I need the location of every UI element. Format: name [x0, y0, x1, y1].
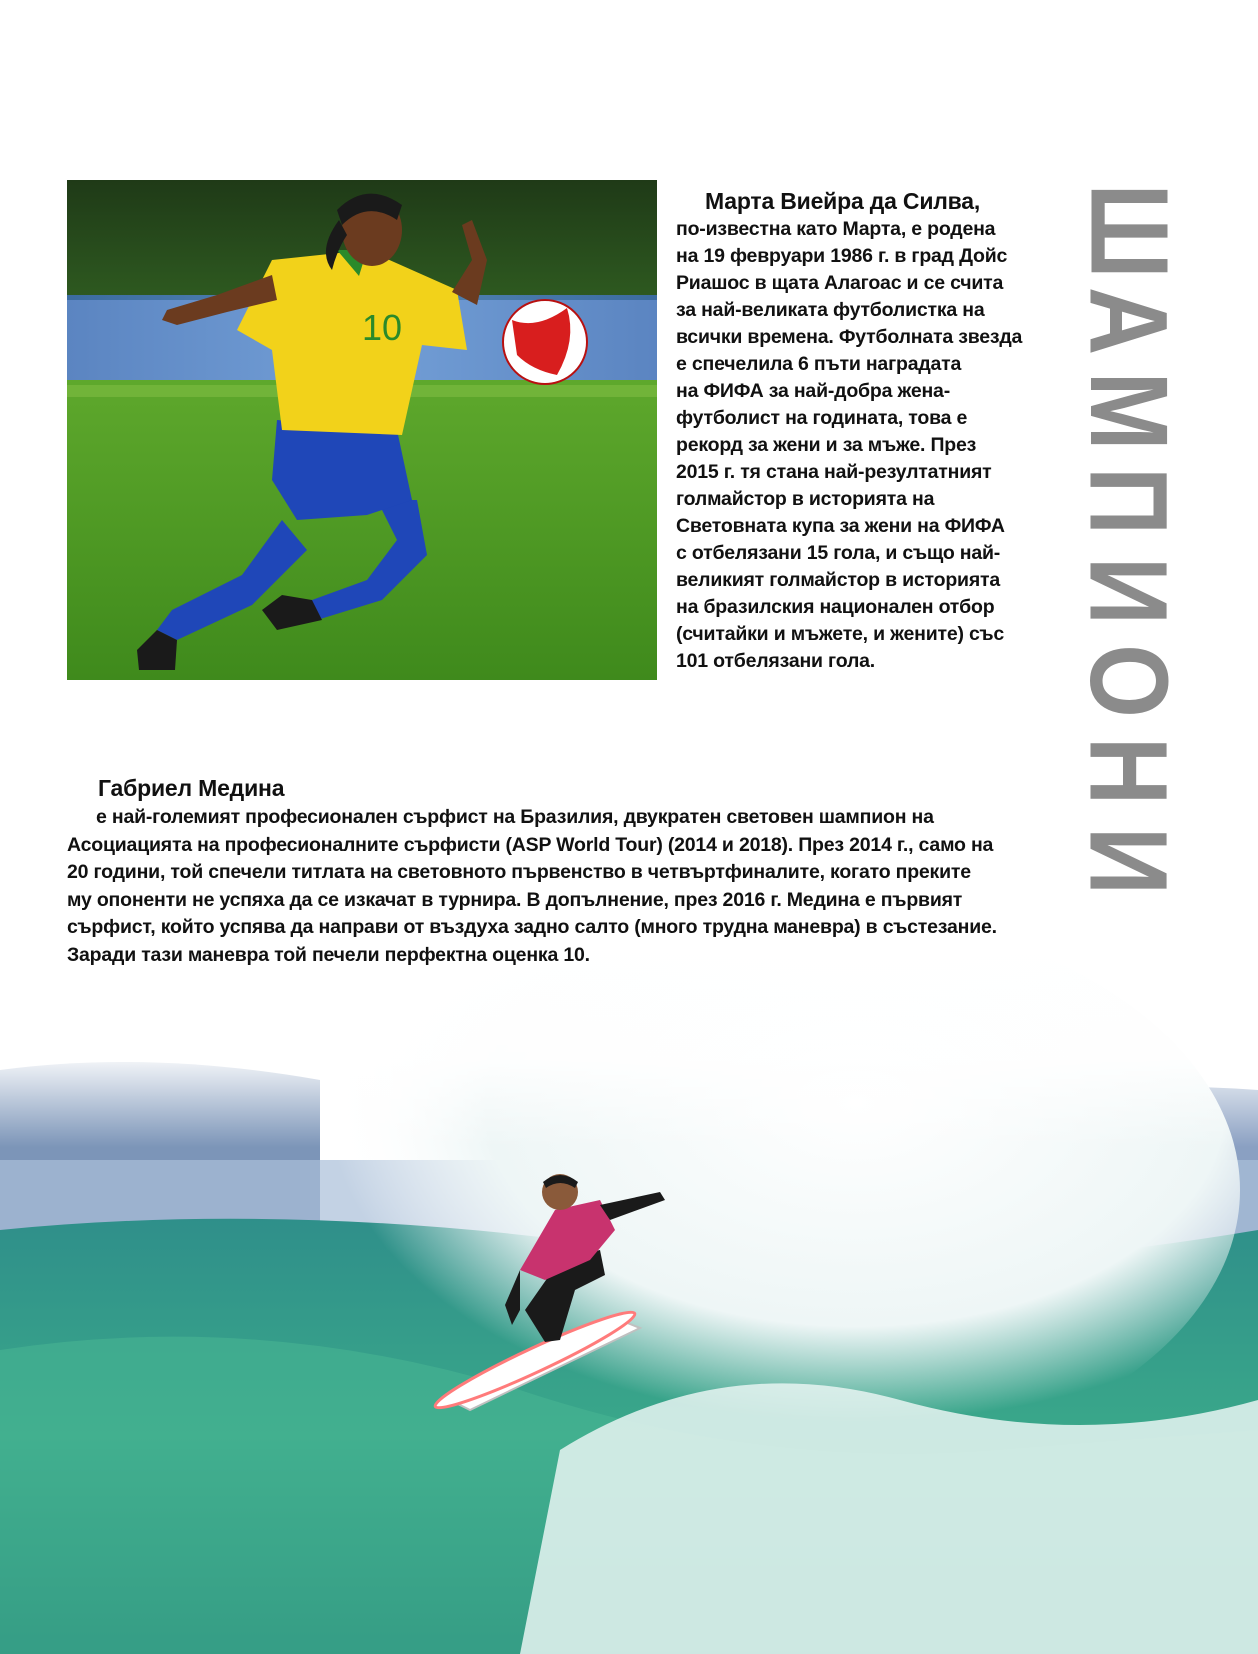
marta-line: рекорд за жени и за мъже. През — [676, 434, 977, 456]
vertical-heading — [1066, 183, 1191, 906]
medina-line: Асоциацията на професионалните сърфисти (ASP World Tour) (2014 и 2018). През 2014 г., само на — [67, 833, 994, 856]
marta-line: на 19 февруари 1986 г. в град Дойс — [676, 245, 1008, 267]
marta-line: по-известна като Марта, е родена — [676, 218, 996, 240]
medina-line: сърфист, който успява да направи от въздуха задно салто (много трудна маневра) в състезание. — [67, 916, 997, 938]
marta-line: за най-великата футболистка на — [676, 299, 985, 321]
marta-line: на ФИФА за най-добра жена- — [676, 380, 950, 402]
marta-name: Марта Виейра да Силва, — [705, 188, 981, 214]
heading-letter: И — [1067, 557, 1190, 625]
surfer-photo — [0, 930, 1258, 1654]
marta-line: великият голмайстор в историята — [676, 569, 1001, 591]
marta-line: Риашос в щата Алагоас и се счита — [676, 272, 1004, 294]
heading-letter: О — [1067, 644, 1190, 718]
marta-line: (считайки и мъжете, и жените) със — [676, 623, 1005, 645]
footballer-photo — [67, 180, 657, 680]
marta-line: е спечелила 6 пъти наградата — [676, 353, 962, 375]
footballer-illustration — [67, 180, 657, 680]
medina-name: Габриел Медина — [98, 775, 285, 801]
marta-line: всички времена. Футболната звезда — [676, 326, 1023, 348]
medina-line: Заради тази маневра той печели перфектна оценка 10. — [67, 943, 590, 966]
marta-line: 2015 г. тя стана най-резултатният — [676, 461, 992, 483]
marta-article — [676, 186, 1056, 675]
medina-line: 20 години, той спечели титлата на световното първенство в четвъртфиналите, когато преките — [67, 861, 971, 883]
jersey-number: 10 — [362, 307, 403, 348]
marta-line: голмайстор в историята на — [676, 488, 935, 510]
surfer-illustration — [0, 930, 1258, 1654]
heading-letter: М — [1066, 371, 1190, 451]
marta-line: на бразилския национален отбор — [676, 596, 995, 618]
heading-letter: Ш — [1067, 183, 1191, 279]
marta-line: Световната купа за жени на ФИФА — [676, 515, 1005, 537]
medina-line: му опоненти не успяха да се изкачат в турнира. В допълнение, през 2016 г. Медина е първият — [67, 888, 963, 911]
heading-letter: П — [1067, 467, 1190, 535]
heading-letter: А — [1066, 286, 1190, 356]
marta-line: с отбелязани 15 гола, и също най- — [676, 542, 1001, 564]
marta-line: 101 отбелязани гола. — [676, 650, 875, 672]
marta-line: футболист на годината, това е — [676, 407, 968, 429]
heading-letter: И — [1067, 827, 1190, 895]
medina-line: е най-големият професионален сърфист на Бразилия, двукратен световен шампион на — [96, 806, 934, 828]
heading-letter: Н — [1066, 736, 1190, 806]
medina-article — [67, 772, 1067, 969]
